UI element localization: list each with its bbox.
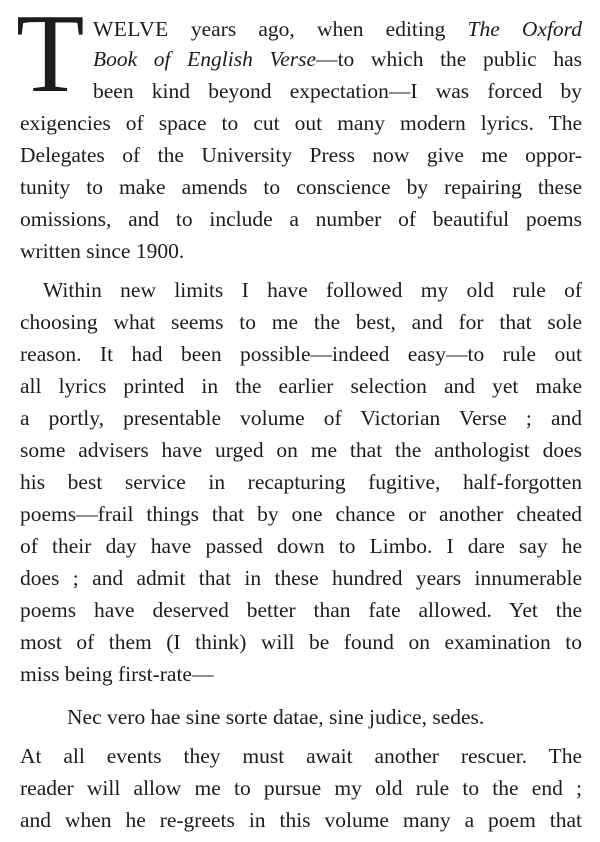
first-word: WELVE — [93, 17, 169, 41]
text-line: miss being first-rate— — [20, 662, 214, 686]
text-fragment: years ago, when editing — [190, 17, 446, 41]
text-line: of their day have passed down to Limbo. I dare say he — [20, 534, 582, 558]
text-line: some advisers have urged on me that the anthologist does — [20, 438, 582, 462]
text-line: poems—frail things that by one chance or another cheated — [20, 502, 582, 526]
text-line: choosing what seems to me the best, and for that sole — [20, 310, 582, 334]
text-fragment: —to which the public has — [316, 47, 583, 71]
text-line: a portly, presentable volume of Victorian Verse ; and — [20, 406, 582, 430]
text-line: reader will allow me to pursue my old rule to the end ; — [20, 776, 582, 800]
drop-cap: T — [16, 0, 85, 116]
text-line: exigencies of space to cut out many modern lyrics. The — [20, 111, 582, 135]
text-line: omissions, and to include a number of beautiful poems — [20, 207, 582, 231]
text-line: Within new limits I have followed my old rule of — [43, 278, 582, 302]
text-line: and when he re-greets in this volume many a poem that — [20, 808, 582, 832]
text-line: At all events they must await another rescuer. The — [20, 744, 582, 768]
text-line: does ; and admit that in these hundred years innumerable — [20, 566, 582, 590]
text-line: been kind beyond expectation—I was forced by — [93, 79, 582, 103]
text-line — [93, 44, 582, 74]
book-title: Book of English Verse — [93, 47, 317, 71]
text-line: reason. It had been possible—indeed easy—to rule out — [20, 342, 582, 366]
text-line: Delegates of the University Press now give me oppor- — [20, 143, 582, 167]
text-line: poems have deserved better than fate allowed. Yet the — [20, 598, 582, 622]
text-line: written since 1900. — [20, 239, 185, 263]
text-line: tunity to make amends to conscience by repairing these — [20, 175, 582, 199]
text-line: his best service in recapturing fugitive, half-forgotten — [20, 470, 582, 494]
text-line: all lyrics printed in the earlier selection and yet make — [20, 374, 582, 398]
latin-quotation: Nec vero hae sine sorte datae, sine judice, sedes. — [67, 705, 485, 729]
text-line — [93, 14, 582, 44]
text-line: most of them (I think) will be found on examination to — [20, 630, 582, 654]
book-title: The Oxford — [467, 17, 582, 41]
